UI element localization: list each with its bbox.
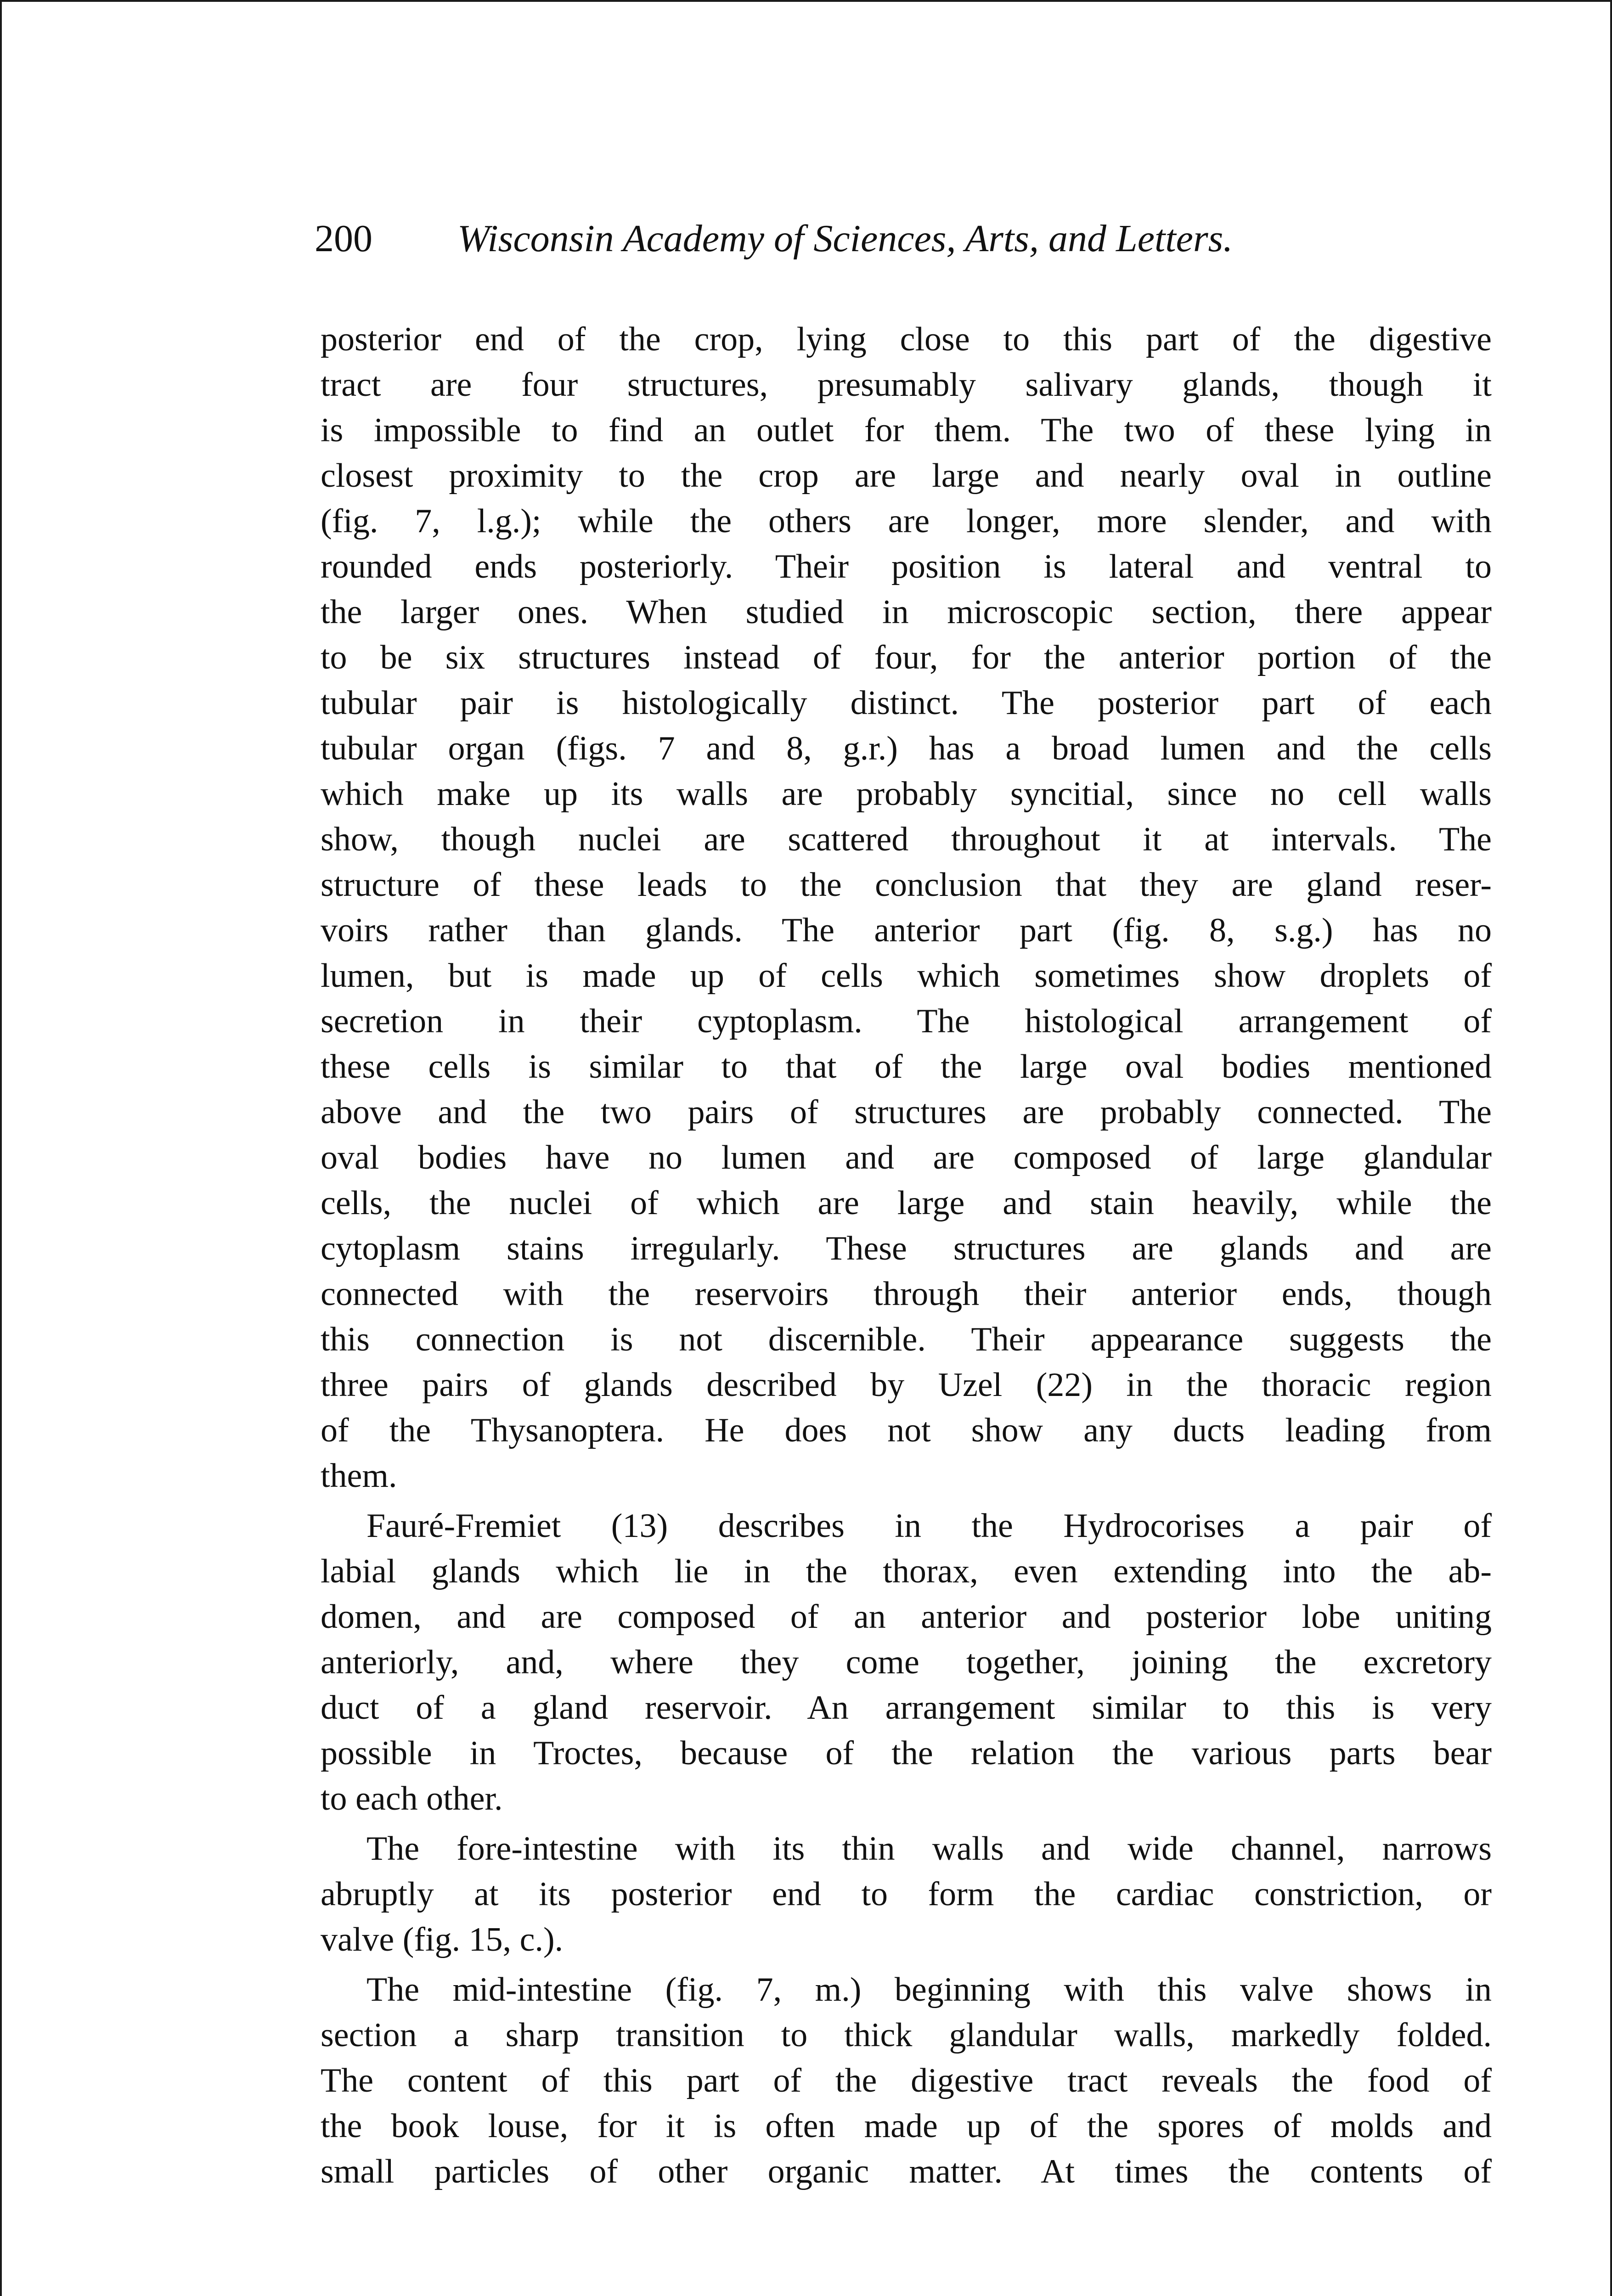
text-line: rounded ends posteriorly. Their position is lateral and ventral to — [321, 548, 1492, 585]
paragraph — [321, 1503, 1492, 1822]
paragraph — [321, 1826, 1492, 1963]
text-line: secretion in their cyptoplasm. The histological arrangement of — [321, 1002, 1492, 1040]
text-line: tract are four structures, presumably salivary glands, though it — [321, 366, 1492, 404]
text-line: to each other. — [321, 1780, 503, 1818]
text-line: connected with the reservoirs through their anterior ends, though — [321, 1275, 1492, 1313]
text-line: of the Thysanoptera. He does not show any ducts leading from — [321, 1412, 1492, 1449]
text-line: The mid-intestine (fig. 7, m.) beginning with this valve shows in — [366, 1971, 1492, 2009]
text-line: section a sharp transition to thick glandular walls, markedly folded. — [321, 2016, 1492, 2054]
text-line: above and the two pairs of structures are probably connected. The — [321, 1093, 1492, 1131]
text-line: abruptly at its posterior end to form the cardiac constriction, or — [321, 1875, 1492, 1913]
text-line: the larger ones. When studied in microscopic section, there appear — [321, 593, 1492, 631]
text-line: is impossible to find an outlet for them. The two of these lying in — [321, 411, 1492, 449]
text-line: cells, the nuclei of which are large and stain heavily, while the — [321, 1184, 1492, 1222]
paragraph — [321, 317, 1492, 1499]
page-number: 200 — [315, 217, 372, 260]
text-line: the book louse, for it is often made up of the spores of molds and — [321, 2107, 1492, 2145]
text-line: this connection is not discernible. Their appearance suggests the — [321, 1321, 1492, 1358]
text-line: The content of this part of the digestive tract reveals the food of — [321, 2062, 1492, 2099]
text-line: show, though nuclei are scattered throughout it at intervals. The — [321, 821, 1492, 858]
text-line: labial glands which lie in the thorax, even extending into the ab- — [321, 1553, 1492, 1590]
text-line: small particles of other organic matter. At times the contents of — [321, 2153, 1492, 2190]
text-line: cytoplasm stains irregularly. These structures are glands and are — [321, 1230, 1492, 1267]
body-text — [321, 317, 1492, 2195]
text-line: duct of a gland reservoir. An arrangement similar to this is very — [321, 1689, 1492, 1727]
text-line: anteriorly, and, where they come together, joining the excretory — [321, 1643, 1492, 1681]
text-line: three pairs of glands described by Uzel (22) in the thoracic region — [321, 1366, 1492, 1404]
text-line: oval bodies have no lumen and are composed of large glandular — [321, 1139, 1492, 1176]
text-line: tubular pair is histologically distinct. The posterior part of each — [321, 684, 1492, 722]
text-line: to be six structures instead of four, for the anterior portion of the — [321, 639, 1492, 676]
text-line: tubular organ (figs. 7 and 8, g.r.) has a broad lumen and the cells — [321, 730, 1492, 767]
text-line: Fauré-Fremiet (13) describes in the Hydrocorises a pair of — [366, 1507, 1492, 1545]
text-line: The fore-intestine with its thin walls and wide channel, narrows — [366, 1830, 1492, 1868]
text-line: valve (fig. 15, c.). — [321, 1921, 564, 1958]
text-line: lumen, but is made up of cells which sometimes show droplets of — [321, 957, 1492, 995]
text-line: closest proximity to the crop are large and nearly oval in outline — [321, 457, 1492, 495]
paragraph — [321, 1967, 1492, 2195]
text-line: posterior end of the crop, lying close to this part of the digestive — [321, 321, 1492, 358]
text-line: possible in Troctes, because of the relation the various parts bear — [321, 1734, 1492, 1772]
text-line: voirs rather than glands. The anterior part (fig. 8, s.g.) has no — [321, 912, 1492, 949]
page-header — [315, 216, 1362, 262]
text-line: them. — [321, 1457, 397, 1495]
text-line: which make up its walls are probably syncitial, since no cell walls — [321, 775, 1492, 813]
text-line: domen, and are composed of an anterior and posterior lobe uniting — [321, 1598, 1492, 1636]
running-title: Wisconsin Academy of Sciences, Arts, and Letters. — [457, 217, 1233, 260]
text-line: (fig. 7, l.g.); while the others are longer, more slender, and with — [321, 502, 1492, 540]
text-line: structure of these leads to the conclusion that they are gland reser- — [321, 866, 1492, 904]
text-line: these cells is similar to that of the large oval bodies mentioned — [321, 1048, 1492, 1086]
